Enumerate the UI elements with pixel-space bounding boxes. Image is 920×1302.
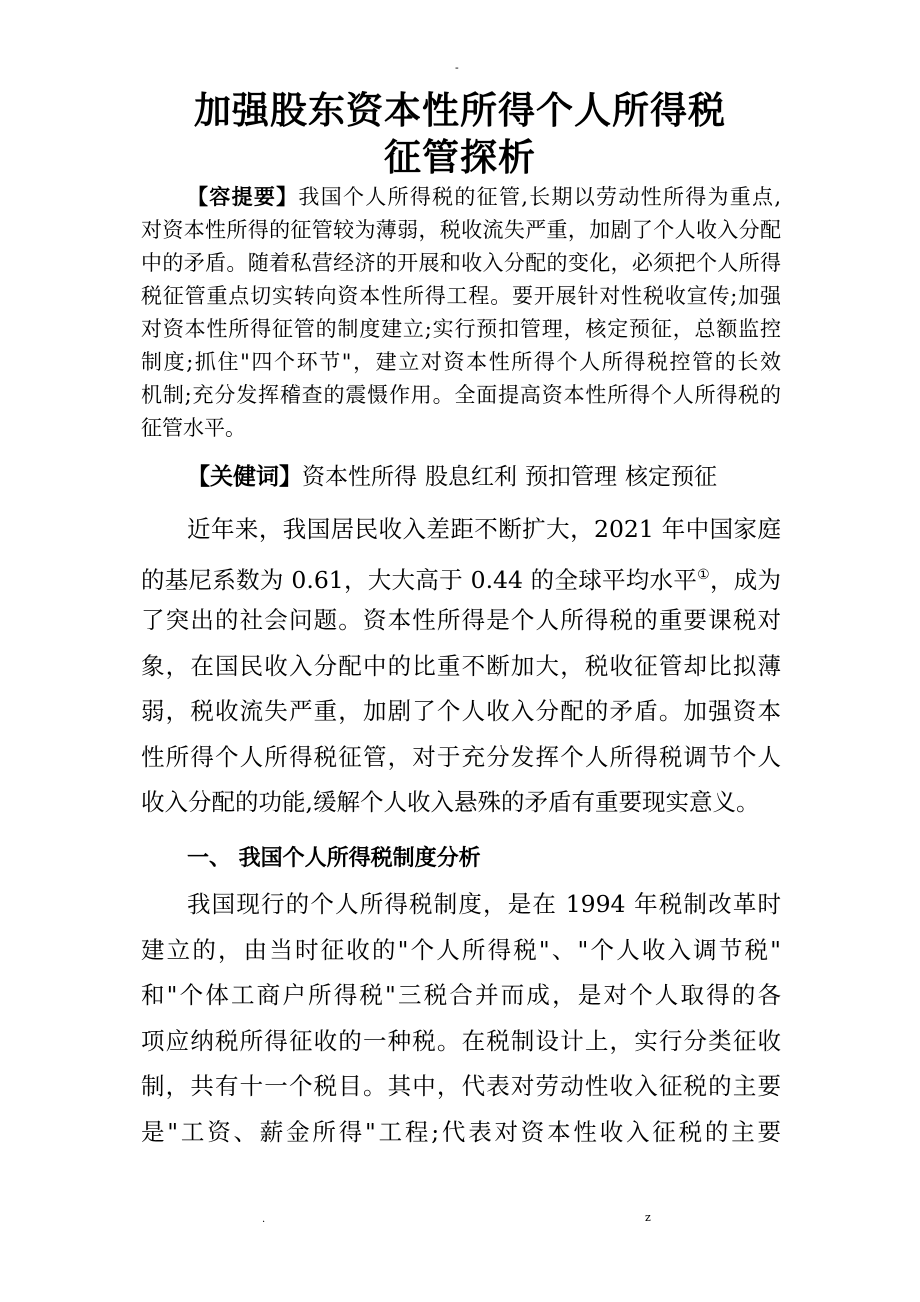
abstract <box>141 181 781 445</box>
abstract-line: 对资本性所得的征管较为薄弱，税收流失严重，加剧了个人收入分配 <box>141 218 781 242</box>
paragraph-line: 制，共有十一个税目。其中，代表对劳动性收入征税的主要 <box>141 1072 781 1100</box>
paragraph-line: 是"工资、薪金所得"工程;代表对资本性收入征税的主要 <box>141 1117 781 1146</box>
paragraph-line: 的基尼系数为 0.61，大大高于 0.44 的全球平均水平①，成为 <box>141 565 781 594</box>
section-heading: 一、 我国个人所得税制度分析 <box>187 846 481 871</box>
paragraph-line: 了突出的社会问题。资本性所得是个人所得税的重要课税对 <box>141 606 781 634</box>
paragraph-line: 建立的，由当时征收的"个人所得税"、"个人收入调节税" <box>141 935 781 964</box>
footer-mark: z <box>645 1211 651 1224</box>
header-mark: - <box>455 61 459 74</box>
title-line-2: 征管探析 <box>384 136 536 179</box>
abstract-line: 制度;抓住"四个环节"，建立对资本性所得个人所得税控管的长效 <box>141 350 781 374</box>
keywords <box>187 458 717 496</box>
abstract-line: 中的矛盾。随着私营经济的开展和收入分配的变化，必须把个人所得 <box>141 251 781 275</box>
paragraph-line: 象，在国民收入分配中的比重不断加大，税收征管却比拟薄 <box>141 651 781 680</box>
abstract-line: 对资本性所得征管的制度建立;实行预扣管理，核定预征，总额监控 <box>141 317 781 341</box>
keyword: 资本性所得 <box>302 464 417 490</box>
footer-dot: . <box>262 1214 266 1225</box>
paragraph-line: 性所得个人所得税征管，对于充分发挥个人所得税调节个人 <box>141 742 781 771</box>
abstract-line: 【容提要】我国个人所得税的征管,长期以劳动性所得为重点, <box>187 185 781 209</box>
paragraph-line: 项应纳税所得征收的一种税。在税制设计上，实行分类征收 <box>141 1026 781 1055</box>
paragraph-line: 收入分配的功能,缓解个人收入悬殊的矛盾有重要现实意义。 <box>141 788 760 816</box>
keyword: 预扣管理 <box>525 464 617 490</box>
section1-paragraph <box>141 882 781 1155</box>
keyword: 核定预征 <box>625 464 717 490</box>
abstract-label: 【容提要】 <box>187 185 299 209</box>
abstract-line: 税征管重点切实转向资本性所得工程。要开展针对性税收宣传;加强 <box>141 284 781 308</box>
paragraph-line: 和"个体工商户所得税"三税合并而成，是对个人取得的各 <box>141 981 781 1009</box>
keyword: 股息红利 <box>425 464 517 490</box>
keywords-label: 【关健词】 <box>187 464 302 490</box>
intro-paragraph <box>141 507 781 826</box>
paragraph-line: 弱，税收流失严重，加剧了个人收入分配的矛盾。加强资本 <box>141 697 781 725</box>
abstract-line: 征管水平。 <box>141 416 246 440</box>
paragraph-line: 近年来，我国居民收入差距不断扩大，2021 年中国家庭 <box>187 515 781 543</box>
footnote-marker: ① <box>697 566 710 583</box>
abstract-line: 机制;充分发挥稽查的震慑作用。全面提高资本性所得个人所得税的 <box>141 383 781 407</box>
title-line-1: 加强股东资本性所得个人所得税 <box>194 89 726 132</box>
paragraph-line: 我国现行的个人所得税制度，是在 1994 年税制改革时 <box>187 890 781 918</box>
